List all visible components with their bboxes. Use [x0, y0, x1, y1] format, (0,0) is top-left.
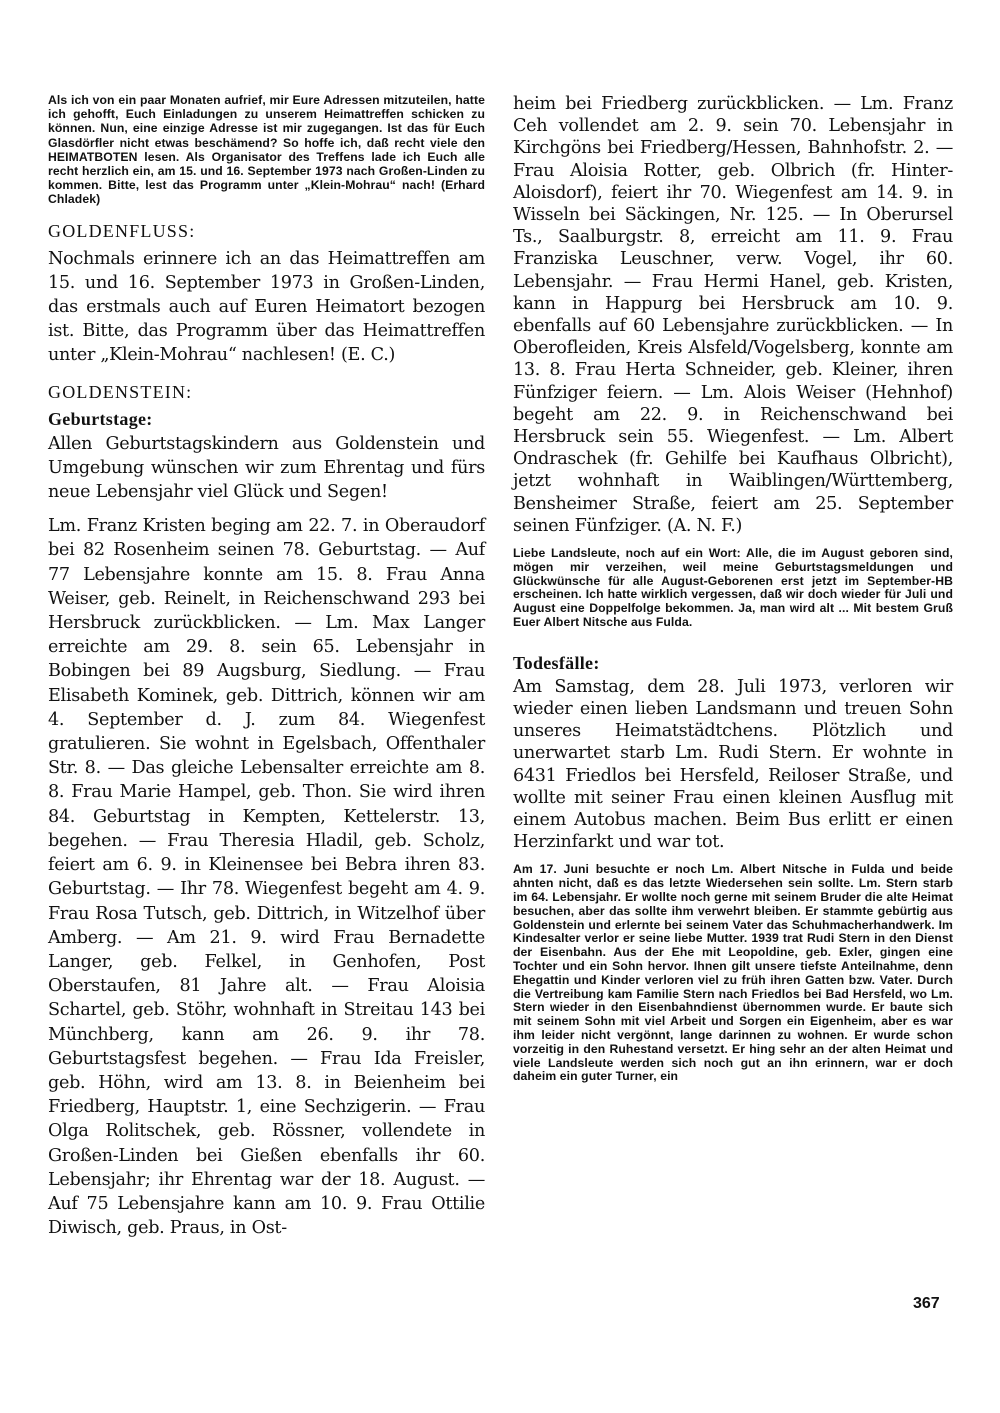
todesfaelle-heading: Todesfälle:	[513, 652, 600, 673]
left-column	[48, 93, 485, 1240]
goldenfluss-paragraph: Nochmals erinnere ich an das Heimattreffen am 15. und 16. September 1973 in Großen-Linden, das erstmals auch auf Euren Heimatort bezogen ist. Bitte, das Programm über das Heimattreffen unter „Klein-Mohrau“ nachlesen! (E. C.)	[48, 248, 485, 366]
right-column	[513, 93, 953, 1084]
note-paragraph: Liebe Landsleute, noch auf ein Wort: Alle, die im August geboren sind, mögen mir verzeihen, weil meine Geburtstagsmeldungen und Glückwünsche für alle August-Geborenen erst jetzt im September-HB erscheinen. Ich hatte wirklich vergessen, daß wir doch wieder für Juli und August eine Doppelfolge bekommen. Ja, man wird alt ... Mit bestem Gruß Euer Albert Nitsche aus Fulda.	[513, 546, 953, 630]
goldenstein-heading: GOLDENSTEIN:	[48, 381, 193, 402]
intro-paragraph: Als ich von ein paar Monaten aufrief, mir Eure Adressen mitzuteilen, hatte ich gehofft, Euch Einladungen zu unserem Heimattreffen schicken zu können. Nun, eine einzige Adresse ist mir zugegangen. Ist das für Euch Glasdörfler nicht etwas beschämend? So hoffe ich, daß recht viele den HEIMATBOTEN lesen. Als Organisator des Treffens lade ich Euch alle recht herzlich ein, am 15. und 16. September 1973 nach Großen-Linden zu kommen. Bitte, lest das Programm unter „Klein-Mohrau“ nach! (Erhard Chladek)	[48, 93, 485, 207]
geburtstage-heading: Geburtstage:	[48, 408, 153, 429]
todesfaelle-paragraph: Am Samstag, dem 28. Juli 1973, verloren wir wieder einen lieben Landsmann und treuen Sohn unseres Heimatstädtchens. Plötzlich und unerwartet starb Lm. Rudi Stern. Er wohnte in 6431 Friedlos bei Hersfeld, Reiloser Straße, und wollte mit seiner Frau einen kleinen Ausflug mit einem Autobus machen. Beim Bus erlitt er einen Herzinfarkt und war tot.	[513, 676, 953, 853]
page-number: 367	[913, 1295, 940, 1312]
birthdays-paragraph: Lm. Franz Kristen beging am 22. 7. in Oberaudorf bei 82 Rosenheim seinen 78. Geburtstag. — Auf 77 Lebensjahre konnte am 15. 8. Frau Anna Weiser, geb. Reinelt, in Reichenschwand 293 bei Hersbruck zurückblicken. — Lm. Max Langer erreichte am 29. 8. sein 65. Lebensjahr in Bobingen bei 89 Augsburg, Siedlung. — Frau Elisabeth Kominek, geb. Dittrich, können wir am 4. September d. J. zum 84. Wiegenfest gratulieren. Sie wohnt in Egelsbach, Offenthaler Str. 8. — Das gleiche Lebensalter erreichte am 8. 8. Frau Marie Hampel, geb. Thon. Sie wird ihren 84. Geburtstag in Kempten, Kettelerstr. 13, begehen. — Frau Theresia Hladil, geb. Scholz, feiert am 6. 9. in Kleinensee bei Bebra ihren 83. Geburtstag. — Ihr 78. Wiegenfest begeht am 4. 9. Frau Rosa Tutsch, geb. Dittrich, in Witzelhof über Amberg. — Am 21. 9. wird Frau Bernadette Langer, geb. Felkel, in Genhofen, Post Oberstaufen, 81 Jahre alt. — Frau Aloisia Schartel, geb. Stöhr, wohnhaft in Streitau 143 bei Münchberg, kann am 26. 9. ihr 78. Geburtstagsfest begehen. — Frau Ida Freisler, geb. Höhn, wird am 13. 8. in Beienheim bei Friedberg, Hauptstr. 1, eine Sechzigerin. — Frau Olga Rolitschek, geb. Rössner, vollendete in Großen-Linden bei Gießen ebenfalls ihr 60. Lebensjahr; ihr Ehrentag war der 18. August. — Auf 75 Lebensjahre kann am 10. 9. Frau Ottilie Diwisch, geb. Praus, in Ost-	[48, 516, 485, 1239]
obituary-paragraph: Am 17. Juni besuchte er noch Lm. Albert Nitsche in Fulda und beide ahnten nicht, daß es das letzte Wiedersehen sein sollte. Lm. Stern starb im 64. Lebensjahr. Er wollte noch gerne mit seinem Bruder die alte Heimat besuchen, aber das sollte ihm verwehrt bleiben. Er stammte gebürtig aus Goldenstein und erlernte bei seinem Vater das Schuhmacherhandwerk. Im Kindesalter verlor er seine liebe Mutter. 1939 trat Rudi Stern in den Dienst der Eisenbahn. Aus der Ehe mit Leopoldine, geb. Exler, gingen eine Tochter und ein Sohn hervor. Ihnen gilt unsere tiefste Anteilnahme, denn Ehegattin und Kinder verloren viel zu früh ihren Gatten bzw. Vater. Durch die Vertreibung kam Familie Stern nach Friedlos bei Bad Hersfeld, wo Lm. Stern wieder in den Eisenbahndienst übernommen wurde. Er baute sich mit seinem Sohn mit viel Arbeit und Sorgen ein Eigenheim, aber es war ihm leider nicht vergönnt, lange darinnen zu wohnen. Er wurde schon vorzeitig in den Ruhestand versetzt. Er hing sehr an der alten Heimat und viele Landsleute werden sich noch gut an ihn erinnern, war er doch daheim ein guter Turner, ein	[513, 862, 953, 1084]
geburtstage-intro-paragraph: Allen Geburtstagskindern aus Goldenstein und Umgebung wünschen wir zum Ehrentag und fürs neue Lebensjahr viel Glück und Segen!	[48, 433, 485, 503]
continuation-paragraph: heim bei Friedberg zurückblicken. — Lm. Franz Ceh vollendet am 2. 9. sein 70. Lebensjahr in Kirchgöns bei Friedberg/Hessen, Bahnhofstr. 2. — Frau Aloisia Rotter, geb. Olbrich (fr. Hinter-Aloisdorf), feiert ihr 70. Wiegenfest am 14. 9. in Wisseln bei Säckingen, Nr. 125. — In Oberursel Ts., Saalburgstr. 8, erreicht am 11. 9. Frau Franziska Leuschner, verw. Vogel, ihr 60. Lebensjahr. — Frau Hermi Hanel, geb. Kristen, kann in Happurg bei Hersbruck am 10. 9. ebenfalls auf 60 Lebensjahre zurückblicken. — In Oberofleiden, Kreis Alsfeld/Vogelsberg, konnte am 13. 8. Frau Herta Schneider, geb. Kleiner, ihren Fünfziger feiern. — Lm. Alois Weiser (Hehnhof) begeht am 22. 9. in Reichenschwand bei Hersbruck sein 55. Wiegenfest. — Lm. Albert Ondraschek (fr. Gehilfe bei Kaufhaus Olbricht), jetzt wohnhaft in Waiblingen/Württemberg, Bensheimer Straße, feiert am 25. September seinen Fünfziger. (A. N. F.)	[513, 94, 953, 536]
goldenfluss-heading: GOLDENFLUSS:	[48, 220, 196, 241]
